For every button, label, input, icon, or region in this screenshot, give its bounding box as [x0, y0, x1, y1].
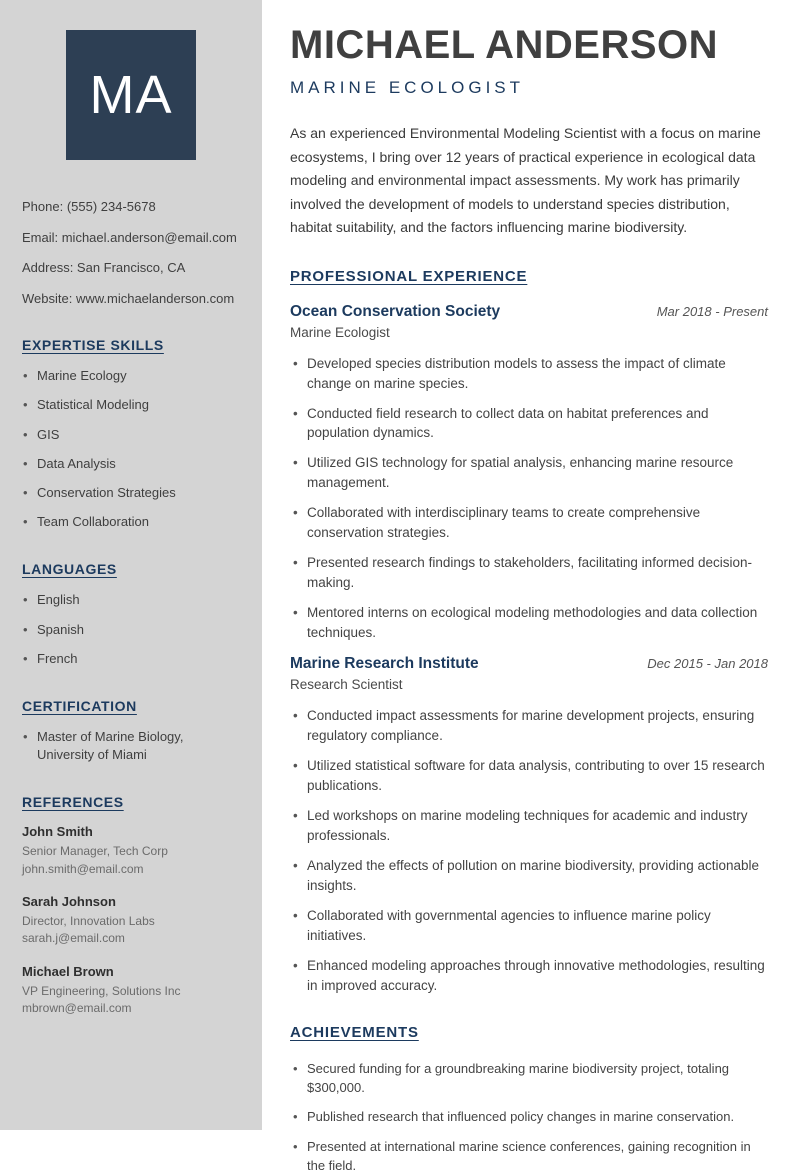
job-role: Marine Ecologist: [290, 324, 390, 340]
job-bullet: • Collaborated with interdisciplinary teams to create comprehensive conservation strategies.: [290, 503, 768, 543]
reference-name: John Smith: [22, 824, 93, 840]
reference-email: sarah.j@email.com: [22, 931, 125, 946]
reference-name: Sarah Johnson: [22, 894, 116, 910]
avatar: [66, 30, 196, 160]
skill-item: • Data Analysis: [22, 455, 240, 473]
languages-list: [22, 591, 240, 668]
job-bullet: • Utilized GIS technology for spatial analysis, enhancing marine resource management.: [290, 453, 768, 493]
skills-section: [22, 337, 240, 531]
main-content: [262, 0, 800, 1173]
reference-entry: [22, 824, 240, 878]
skills-list: [22, 367, 240, 531]
reference-email: mbrown@email.com: [22, 1001, 132, 1016]
job-dates: Dec 2015 - Jan 2018: [647, 656, 768, 672]
achievement-bullet: • Published research that influenced policy changes in marine conservation.: [290, 1107, 768, 1126]
references-section: [22, 794, 240, 1017]
skill-item: • GIS: [22, 426, 240, 444]
job-company: Marine Research Institute: [290, 655, 479, 673]
job-dates: Mar 2018 - Present: [656, 303, 768, 319]
job-bullet: • Presented research findings to stakeholders, facilitating informed decision-making.: [290, 553, 768, 593]
contact-block: [22, 198, 240, 307]
certification-item: • Master of Marine Biology, University of Miami: [22, 728, 240, 764]
reference-entry: [22, 894, 240, 948]
achievement-bullet: • Secured funding for a groundbreaking marine biodiversity project, totaling $300,000.: [290, 1059, 768, 1097]
job-entry: [290, 303, 768, 644]
skill-item: • Conservation Strategies: [22, 484, 240, 502]
reference-entry: [22, 964, 240, 1018]
achievement-bullet: • Presented at international marine science conferences, gaining recognition in the field.: [290, 1137, 768, 1175]
contact-phone: Phone: (555) 234-5678: [22, 199, 156, 214]
reference-title: Director, Innovation Labs: [22, 914, 155, 929]
job-bullet-list: [290, 706, 768, 996]
sidebar: [0, 0, 262, 1130]
contact-email: Email: michael.anderson@email.com: [22, 229, 237, 245]
certification-section: [22, 698, 240, 764]
skill-item: • Team Collaboration: [22, 513, 240, 531]
certification-list: [22, 728, 240, 764]
language-item: • English: [22, 591, 240, 609]
reference-email: john.smith@email.com: [22, 861, 144, 876]
person-role: MARINE ECOLOGIST: [290, 78, 525, 97]
job-bullet: • Utilized statistical software for data analysis, contributing to over 15 research publications.: [290, 756, 768, 796]
job-bullet: • Conducted field research to collect data on habitat preferences and population dynamics.: [290, 404, 768, 444]
job-role: Research Scientist: [290, 677, 403, 693]
reference-name: Michael Brown: [22, 963, 114, 979]
job-entry: [290, 655, 768, 996]
avatar-initials: MA: [89, 65, 173, 125]
language-item: • Spanish: [22, 621, 240, 639]
job-company: Ocean Conservation Society: [290, 302, 501, 320]
references-heading: REFERENCES: [22, 794, 124, 811]
reference-title: VP Engineering, Solutions Inc: [22, 983, 181, 998]
job-bullet: • Conducted impact assessments for marine development projects, ensuring regulatory compliance.: [290, 706, 768, 746]
skill-item: • Marine Ecology: [22, 367, 240, 385]
languages-heading: LANGUAGES: [22, 561, 117, 578]
job-bullet-list: [290, 354, 768, 644]
job-bullet: • Collaborated with governmental agencies to influence marine policy initiatives.: [290, 906, 768, 946]
achievements-heading: ACHIEVEMENTS: [290, 1023, 419, 1041]
summary-paragraph: As an experienced Environmental Modeling Scientist with a focus on marine ecosystems, I bring over 12 years of practical experience in ecological data modeling and environmental impact assessments. My work has primarily involved the development of models to understand species distribution, habitat suitability, and the factors influencing marine biodiversity.: [290, 125, 761, 236]
skills-heading: EXPERTISE SKILLS: [22, 337, 164, 354]
job-bullet: • Led workshops on marine modeling techniques for academic and industry professionals.: [290, 806, 768, 846]
person-name: MICHAEL ANDERSON: [290, 23, 719, 67]
language-item: • French: [22, 650, 240, 668]
job-header: [290, 655, 768, 673]
job-bullet: • Developed species distribution models to assess the impact of climate change on marine species.: [290, 354, 768, 394]
languages-section: [22, 561, 240, 668]
job-header: [290, 303, 768, 321]
contact-address: Address: San Francisco, CA: [22, 260, 186, 276]
job-bullet: • Analyzed the effects of pollution on marine biodiversity, providing actionable insights.: [290, 856, 768, 896]
reference-title: Senior Manager, Tech Corp: [22, 844, 168, 859]
job-bullet: • Enhanced modeling approaches through innovative methodologies, resulting in improved accuracy.: [290, 956, 768, 996]
skill-item: • Statistical Modeling: [22, 396, 240, 414]
certification-heading: CERTIFICATION: [22, 697, 137, 714]
job-bullet: • Mentored interns on ecological modeling methodologies and data collection techniques.: [290, 603, 768, 643]
contact-website: Website: www.michaelanderson.com: [22, 290, 235, 306]
achievements-list: [290, 1059, 768, 1175]
experience-heading: PROFESSIONAL EXPERIENCE: [290, 267, 528, 285]
